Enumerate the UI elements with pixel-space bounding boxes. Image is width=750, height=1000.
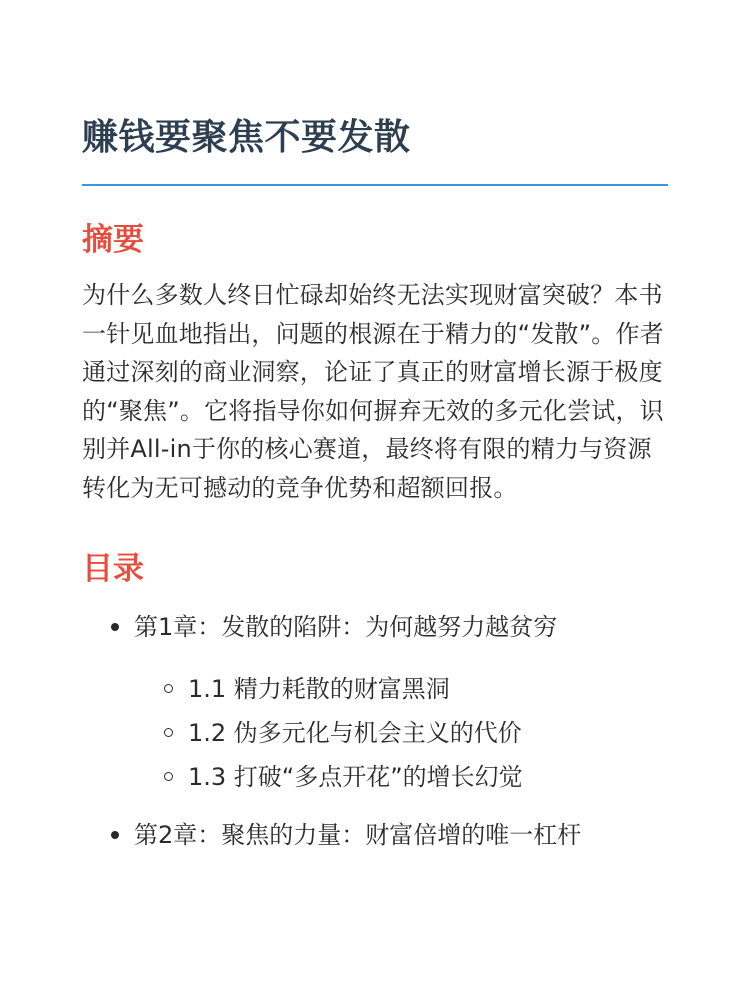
toc-section-label: 1.3 打破“多点开花”的增长幻觉 [188, 763, 523, 791]
toc-chapter-label: 第2章：聚焦的力量：财富倍增的唯一杠杆 [134, 821, 582, 849]
hollow-bullet-icon [164, 684, 173, 693]
toc-chapter-2 [82, 817, 668, 853]
toc-chapter-label: 第1章：发散的陷阱：为何越努力越贫穷 [134, 613, 558, 641]
toc-section-1-3 [134, 755, 668, 799]
toc-chapter-1 [82, 609, 668, 799]
summary-text: 为什么多数人终日忙碌却始终无法实现财富突破？本书一针见血地指出，问题的根源在于精力的“发散”。作者通过深刻的商业洞察，论证了真正的财富增长源于极度的“聚焦”。它将指导你如何摒弃无效的多元化尝试，识别并All-in于你的核心赛道，最终将有限的精力与资源转化为无可撼动的竞争优势和超额回报。 [82, 281, 664, 502]
title-divider [82, 184, 668, 186]
toc-section-label: 1.1 精力耗散的财富黑洞 [188, 675, 450, 703]
hollow-bullet-icon [164, 772, 173, 781]
bullet-icon [111, 623, 119, 631]
hollow-bullet-icon [164, 728, 173, 737]
toc-heading: 目录 [82, 551, 144, 587]
document-title: 赚钱要聚焦不要发散 [82, 117, 411, 158]
toc-list [82, 609, 668, 853]
summary-heading: 摘要 [82, 222, 144, 258]
toc-section-1-2 [134, 711, 668, 755]
toc-section-label: 1.2 伪多元化与机会主义的代价 [188, 719, 522, 747]
bullet-icon [111, 831, 119, 839]
toc-section-list [134, 667, 668, 799]
toc-section-1-1 [134, 667, 668, 711]
